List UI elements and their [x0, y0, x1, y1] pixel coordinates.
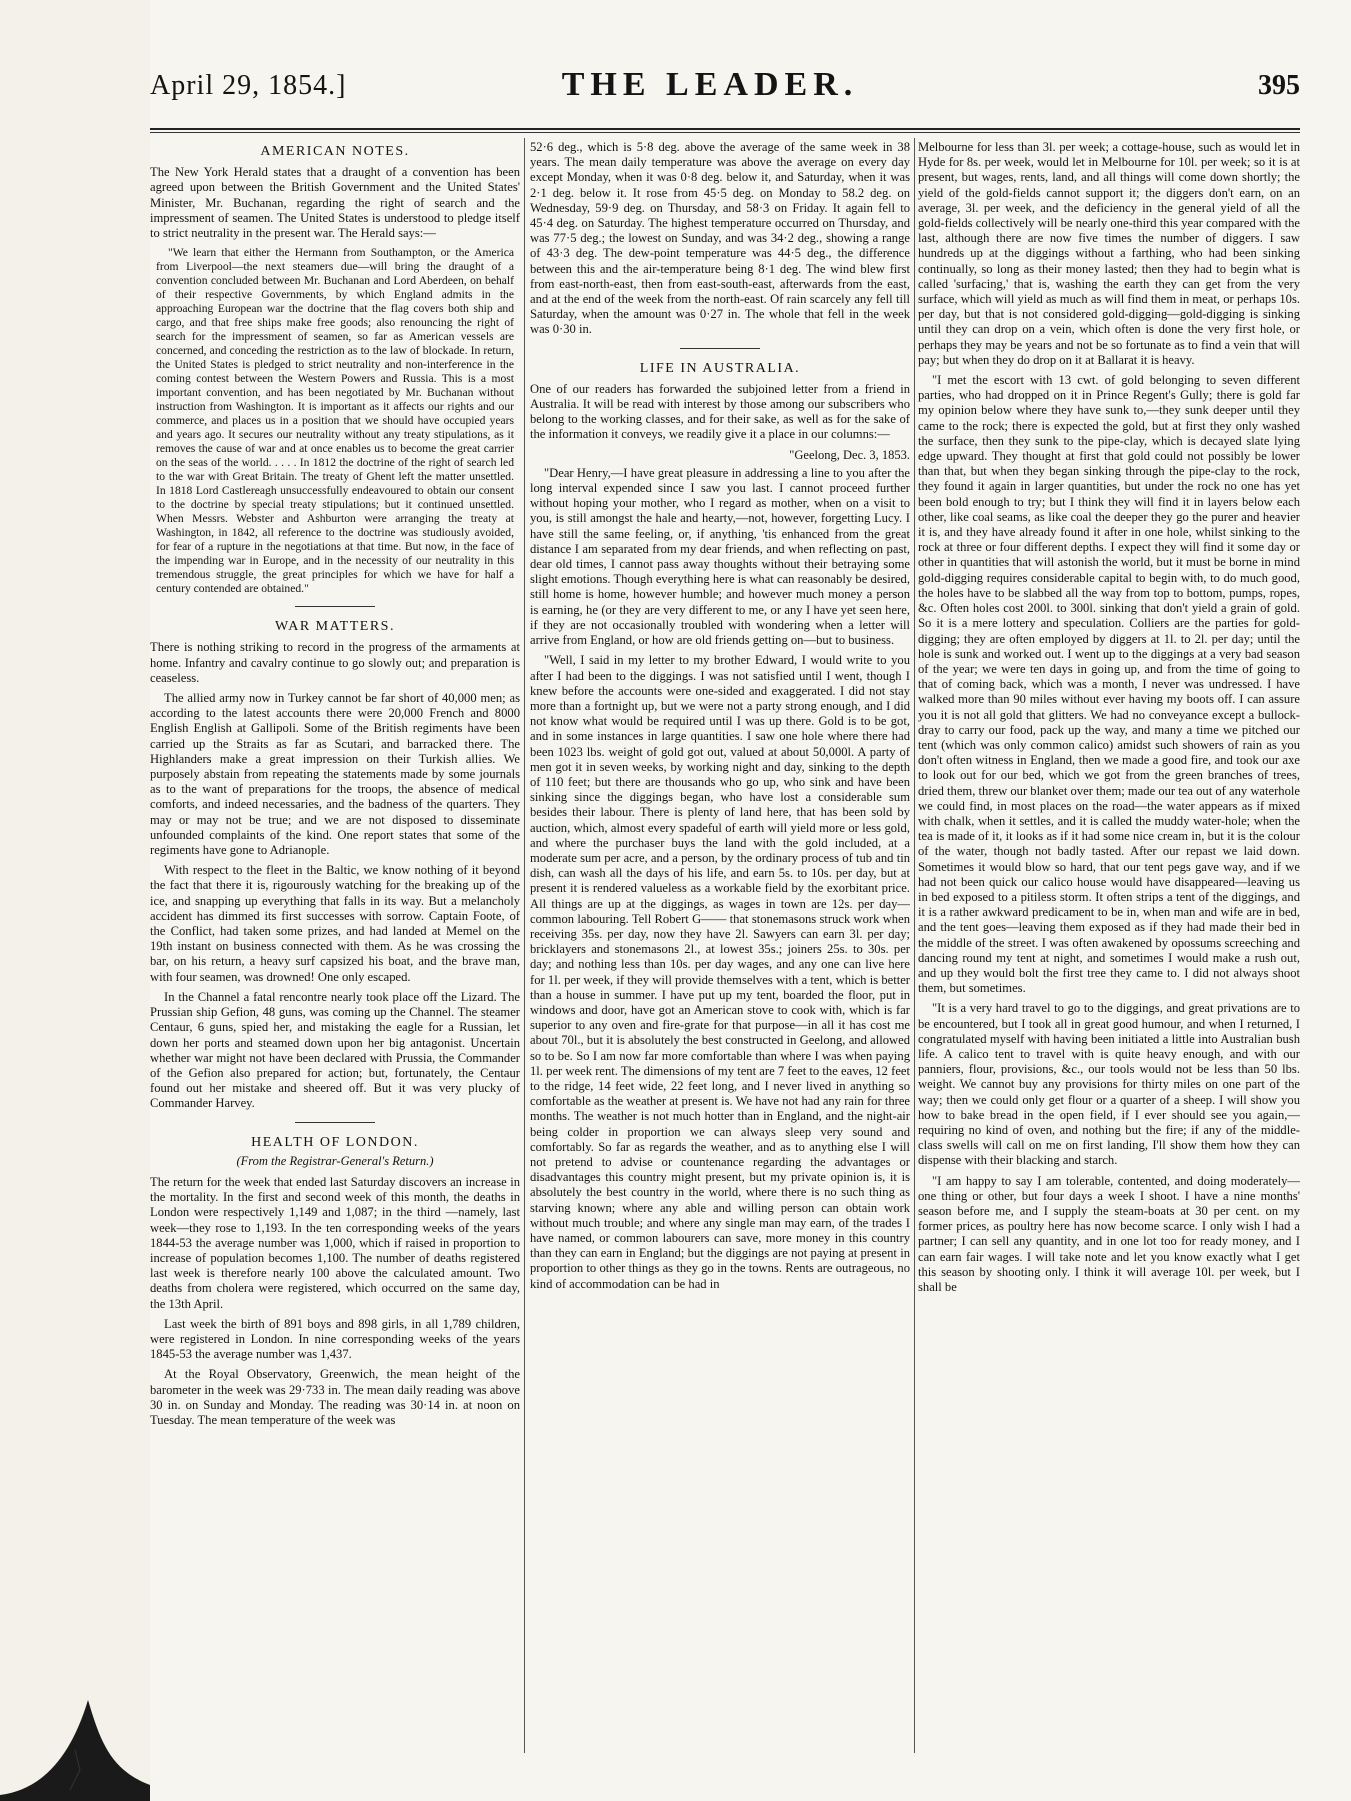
article-title-life-in-australia: LIFE IN AUSTRALIA. — [639, 360, 801, 376]
section-separator — [680, 348, 760, 349]
column-divider — [914, 138, 915, 1753]
column-1 — [150, 140, 520, 1753]
column-2 — [530, 140, 910, 1753]
paragraph: "It is a very hard travel to go to the diggings, and great privations are to be encountered, but I took all in great good humour, and when I returned, I congratulated myself with having been initiated a little into Australian bush life. A calico tent to travel with is quite heavy enough, and with our panniers, flour, provisions, &c., our tools would not be less than 50 lbs. weight. We cannot buy any provisions for thirty miles on one part of the way; then we could only get flour or a quarter of a sheep. I will show you how to bake bread in the open field, if I ever should see you again,—requiring no kind of oven, and nothing but the fire; if any of the middle-class swells will call on me on first landing, I'll show them how they can dispense with their blacking and starch. — [918, 1001, 1300, 1168]
paragraph: One of our readers has forwarded the subjoined letter from a friend in Australia. It will be read with interest by those among our subscribers who belong to the working classes, and for their sake, as well as for the sake of the information it conveys, we readily give it a place in our columns:— — [530, 381, 910, 442]
quoted-passage: "We learn that either the Hermann from Southampton, or the America from Liverpool—the next steamers due—will bring the draught of a convention concluded between Mr. Buchanan and Lord Aberdeen, on behalf of their respective Governments, by which England admits in the approaching European war the doctrine that the flag covers both ship and cargo, and that free ships make free goods; also renouncing the right of search for the impressment of seamen, so far as American vessels are concerned, and conceding the restriction as to the law of blockade. In return, the United States is pledged to strict neutrality and non-interference in the coming contest between the Western Powers and Russia. This is a most important convention, and has been negotiated by Mr. Buchanan without instruction from Washington. It is important as it affects our rights and our commerce, and places us in a position that we should have occupied years and years ago. It secures our neutrality without any treaty stipulations, as it removes the cause of war and at once enables us to become the great carrier on the seas of the world. . . . . In 1812 the doctrine of the right of search led to the war with Great Britain. The treaty of Ghent left the matter unsettled. In 1818 Lord Castlereagh unsuccessfully endeavoured to obtain our consent to the doctrine by special treaty stipulations; but it continued unsettled. When Messrs. Webster and Ashburton were arranging the treaty at Washington, in 1842, all reference to the doctrine was studiously avoided, for fear of a rupture in the negotiations at that time. But now, in the face of the impending war in Europe, and in the necessity of our neutrality in this tremendous struggle, the great principles for which we have for half a century contended are obtained." — [156, 246, 514, 596]
paragraph: 52·6 deg., which is 5·8 deg. above the average of the same week in 38 years. The mean daily temperature was above the average on every day except Monday, when it was 0·8 deg. below it, and Saturday, when it was 2·1 deg. below it. It rose from 45·5 deg. on Monday to 58.2 deg. on Wednesday, 59·9 deg. on Thursday, and 58·3 on Friday. It again fell to 45·4 deg. on Saturday. The highest temperature occurred on Thursday, and was 77·5 deg.; the lowest on Sunday, and was 34·2 deg., showing a range of 43·3 deg. The dew-point temperature was 44·5 deg., the difference between this and the air-temperature being 8·1 deg. The wind blew first from east-north-east, then from east-south-east, afterwards from the east, and at the end of the week from the north-east. Of rain scarcely any fell till Saturday, when the amount was 0·27 in. The whole that fell in the week was 0·30 in. — [530, 140, 910, 337]
letter-dateline: "Geelong, Dec. 3, 1853. — [789, 447, 910, 462]
paragraph: "I met the escort with 13 cwt. of gold belonging to seven different parties, who had dropped on it in Prince Regent's Gully; there is gold far my opinion below where they have sunk to,—they sunk deeper until they came to the rock; there is expected the gold, but at first they only washed the surface, then they sunk to the pipe-clay, which is decayed slate lying edge upward. They thought at first that gold could not possibly be lower than that, but when they began sinking through the pipe-clay to the rock, they found it again in larger quantities, but under the rock no one has yet been bold enough to try; but I think they will find it in layers below each other, like coal seams, as like coal the deeper they go the purer and heavier it is, and they have already found it after in one hole, whilst sinking to the rock at three or four different depths. I expect they will find it some day or other in quantities that will astonish the world, but it must be borne in mind gold-digging requires considerable capital to begin with, to do much good, the holes have to be slabbed all the way from top to bottom, pumps, ropes, &c. Often holes cost 200l. to 300l. sinking that don't yield a grain of gold. So it is a mere lottery and speculation. Colliers are the parties for gold-digging; they are often employed by diggers at 1l. to 2l. per day; until the hole is sunk and worked out. I went up to the diggings at a very bad season of the year; we were ten days in going up, and from the time of going to that of coming back, which was a month, I never was undressed. I have walked more than 90 miles without ever having my boots off. I can assure you it is not all gold that glitters. We had no conveyance except a bullock-dray to carry our food, pack up the way, and many a time we pitched our tent (which was only common calico) amidst such showers of rain as you don't often witness in England, then we made a good fire, and took our axe to look out for our bed, which we got from the green branches of trees, dried them, threw our blanket over them; made our tea out of any waterhole we could find, in most places on the road—the water appears as if mixed with chalk, when it settles, and it is called the muddy water-hole; when the tea is made of it, it looks as if it had some nice cream in, but it is the colour of the water, though not badly tasted. After our repast we laid down. Sometimes it would blow so hard, that our tent pegs gave way, and if we had not been quick our calico house would have disappeared—leaving us in bed exposed to a pitiless storm. It often strips a tent of the diggings, and it is a rather awkward predicament to be in, when man and wife are in bed, and the tent goes—leaving them exposed as if they had made their bed in the middle of the street. I was often awakened by opossums screeching and dancing round my tent at night, and sometimes I would make a rush out, and up they would bolt the first tree they came to. I did not always shoot them, but sometimes. — [918, 373, 1300, 996]
article-title-american-notes: AMERICAN NOTES. — [260, 144, 410, 159]
paragraph: The allied army now in Turkey cannot be far short of 40,000 men; as according to the latest accounts there were 20,000 French and 8000 English English at Gallipoli. Some of the British regiments have been carried up the Straits as far as Scutari, and barracked there. The Highlanders make a great impression on their Turkish allies. We purposely abstain from repeating the statements made by some journals as to the want of preparations for the troops, the absence of medical comforts, and indeed necessaries, and the badness of the quarters. They may or may not be true; and we are not disposed to disseminate unfounded complaints of the kind. One report states that some of the regiments have gone to Adrianople. — [150, 691, 520, 858]
section-separator — [295, 606, 375, 607]
paragraph: At the Royal Observatory, Greenwich, the mean height of the barometer in the week was 29·733 in. The mean daily reading was above 30 in. on Sunday and Monday. The reading was 30·14 in. at noon on Tuesday. The mean temperature of the week was — [150, 1367, 520, 1427]
masthead-title: THE LEADER. — [561, 66, 859, 103]
paragraph: In the Channel a fatal rencontre nearly took place off the Lizard. The Prussian ship Gefion, 48 guns, was coming up the Channel. The steamer Centaur, 6 guns, spied her, and mistaking the eagle for a Russian, let down her ports and steamed down upon her big antagonist. Uncertain whether war might not have been declared with Prussia, the Commander of the Gefion also prepared for action; but, fortunately, the Centaur found out her mistake and sheered off. But it was very plucky of Commander Harvey. — [150, 989, 520, 1111]
page-number: 395 — [1258, 70, 1300, 101]
header-rule-thick — [150, 128, 1300, 130]
article-title-health-of-london: HEALTH OF LONDON. — [251, 1134, 419, 1150]
paragraph: "I am happy to say I am tolerable, contented, and doing moderately—one thing or other, but four days a week I shoot. I have a nine months' season before me, and I supply the steam-boats at 30 per cent. on my former prices, as poultry here has now become scarce. I only wish I had a partner; I can sell any quantity, and in one lot too for ready money, and I can earn fair wages. I will take note and let you know exactly what I get this season by shooting only. I think it will average 10l. per week, but I shall be — [918, 1173, 1300, 1295]
section-separator — [295, 1122, 375, 1123]
column-divider — [524, 138, 525, 1753]
column-3 — [918, 140, 1300, 1753]
paragraph: The return for the week that ended last Saturday discovers an increase in the mortality. In the first and second week of this month, the deaths in London were respectively 1,149 and 1,087; in the third —namely, last week—they rose to 1,193. In the ten corresponding weeks of the years 1844-53 the average number was 1,000, which if raised in proportion to increase of population becomes 1,100. The number of deaths registered last week is therefore nearly 100 above the calculated amount. Two deaths from cholera were registered, which occurred on the same day, the 13th April. — [150, 1174, 520, 1311]
paragraph: The New York Herald states that a draught of a convention has been agreed upon between the British Government and the United States' Minister, Mr. Buchanan, regarding the right of search and the impressment of seamen. The United States is understood to pledge itself to strict neutrality in the present war. The Herald says:— — [150, 165, 520, 241]
paragraph: "Dear Henry,—I have great pleasure in addressing a line to you after the long interval expended since I saw you last. I cannot proceed further without hoping your mother, who I regard as mother, when on a visit to you, is still amongst the hale and hearty,—not, however, forgetting Lucy. I have still the same feeling, or, if anything, 'tis enhanced from the great distance I am separated from my dear friends, and when reflecting on past, dear old times, I cannot pass away thoughts without their betraying some slight emotions. Though everything here is what can reasonably be desired, still home is home, however humble; and however much money a person is earning, he (or they are very different to me, or any I have yet seen here, if they are not occasionally troubled with wondering when a letter will arrive from England, or how are old friends getting on—but to business. — [530, 465, 910, 648]
paragraph: "Well, I said in my letter to my brother Edward, I would write to you after I had been to the diggings. I was not satisfied until I went, though I knew before the accounts were one-sided and exaggerated. I did not stay more than a fortnight up, but we were not a party strong enough, and I did not know what would be required until I was up there. Gold is to be got, and in some instances in large quantities. I saw one hole where there had been 1023 lbs. weight of gold got out, valued at about 50,000l. A party of men got it in seven weeks, by working night and day, sinking to the depth of 110 feet; but there are thousands who go up, who sink and have been sinking since the diggings began, who have lost a considerable sum besides their labour. There is plenty of land here, that has been sold by auction, which, almost every spadeful of earth will yield more or less gold, and where the purchaser buys the land with the gold included, at a moderate sum per acre, and a person, by the ordinary process of tub and tin dish, can wash all the days of his life, and earn 5s. to 10s. per day, but at present it is rendered valueless as a workable field by the exorbitant price. All things are up at the diggings, as wages in town are 12s. per day—common labouring. Tell Robert G—— that stonemasons struck work when receiving 35s. per day, now they have 2l. Sawyers can earn 3l. per day; bricklayers and stonemasons 2l., at lowest 35s.; joiners 25s. to 30s. per day; and nothing less than 10s. per day wages, and any one can live here for 1l. per week, if they will provide themselves with a tent, which is better than a house in summer. I have put up my tent, boarded the floor, put in windows and door, have got an American stove to cook with, which is far superior to any oven and fire-grate for that purpose—in all it has cost me about 70l., but it is absolutely the best constructed in Geelong, and allowed so to be. So I am now far more comfortable than where I was when paying 1l. per week rent. The dimensions of my tent are 7 feet to the eaves, 12 feet to the ridge, 14 feet wide, 22 feet long, and I never lived in anything so comfortable as the weather at present is. We have not had any rain for three months. The weather is not much hotter than in England, and the night-air being colder in proportion we can always sleep very sound and comfortably. So far as regards the weather, and as to anything else I will not pretend to advise or countenance regarding the advantages or disadvantages this country might present, but my private opinion is, it is absolutely the best country in the world, where there is no such thing as starving known; where any able and willing person can obtain work without much trouble; and where any single man may earn, of the trades I have named, or common labourers can save, more money in this country than they can earn in England; but the diggings are not paying at present in proportion to other things as they go in the towns. Rents are outrageous, no kind of accommodation can be had in — [530, 653, 910, 1291]
issue-date: April 29, 1854.] — [150, 70, 347, 101]
header-rule-thin — [150, 132, 1300, 133]
article-subtitle: (From the Registrar-General's Return.) — [236, 1153, 434, 1168]
article-title-war-matters: WAR MATTERS. — [275, 619, 395, 635]
paragraph: Last week the birth of 891 boys and 898 girls, in all 1,789 children, were registered in London. In nine corresponding weeks of the years 1845-53 the average number was 1,437. — [150, 1316, 520, 1362]
binding-spine-graphic — [0, 0, 150, 1801]
paragraph: With respect to the fleet in the Baltic, we know nothing of it beyond the fact that there it is, rigourously watching for the breaking up of the ice, and snapping up everything that falls in its way. But a melancholy accident has dimmed its first successes with sorrow. Captain Foote, of the Conflict, had taken some prizes, and had landed at Memel on the 19th instant on business connected with them. As he was crossing the bar, on his return, a heavy surf capsized his boat, and the brave man, with four seamen, was drowned! One only escaped. — [150, 863, 520, 984]
paragraph: There is nothing striking to record in the progress of the armaments at home. Infantry and cavalry continue to go slowly out; and preparation is ceaseless. — [150, 640, 520, 685]
paragraph: Melbourne for less than 3l. per week; a cottage-house, such as would let in Hyde for 8s. per week, would let in Melbourne for 10l. per week; so it is at present, but wages, rents, land, and all things will come down shortly; the yield of the gold-fields cannot support it; the diggers don't earn, on an average, 3l. per week, and the deficiency in the general yield of all the gold-fields collectively will be nearly one-third this year compared with the last, although there are now five times the number of diggers. I saw hundreds up at the diggings without a farthing, who had been sinking continually, so long as their money lasted; then they had to begin what is called 'surfacing,' that is, washing the earth they can get from the very surface, which will yield as much as will find them in meat, or perhaps 10s. per day, but that is not considered gold-digging—gold-digging is sinking until they can drop on a vein, which often is done the very first hole, or perhaps they may be years and not be so fortunate as to find a vein that will pay; but when they do drop on it at Ballarat it is heavy. — [918, 140, 1300, 367]
page-header — [150, 58, 1330, 122]
